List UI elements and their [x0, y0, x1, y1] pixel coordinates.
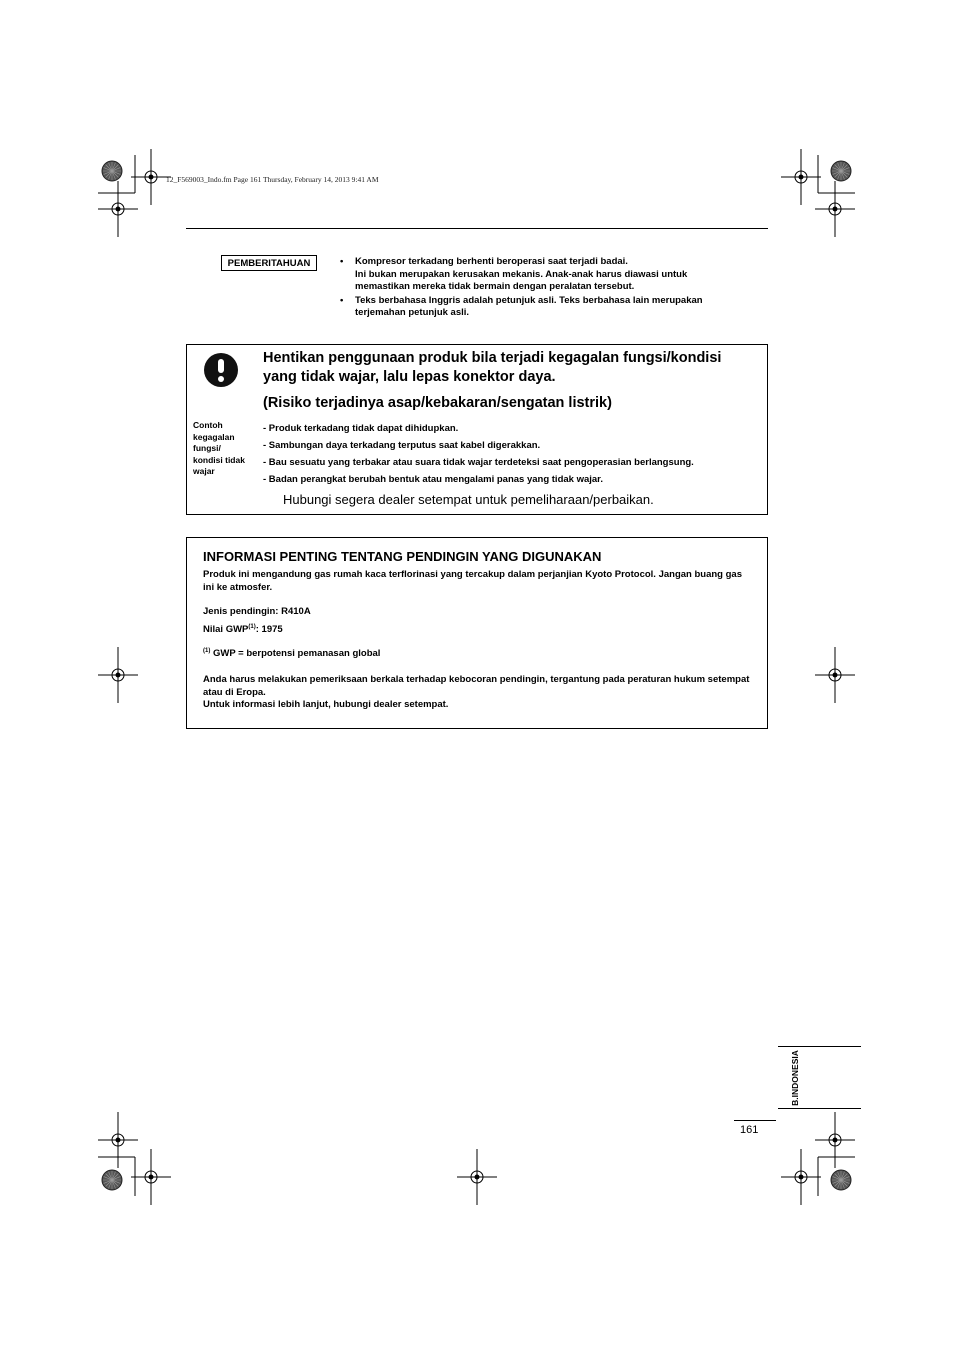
info-title: INFORMASI PENTING TENTANG PENDINGIN YANG DIGUNAKAN — [203, 549, 602, 564]
top-rule — [186, 228, 768, 229]
registration-mark — [116, 207, 121, 212]
example-item: - Produk terkadang tidak dapat dihidupkan. — [263, 423, 459, 434]
bullet: • — [340, 294, 344, 306]
notice-text: Kompresor terkadang berhenti beroperasi saat terjadi badai. Ini bukan merupakan kerusakan mekanis. Anak-anak harus diawasi untuk memastikan mereka tidak bermain dengan peralatan tersebut. — [355, 256, 688, 292]
file-header: 12_F569003_Indo.fm Page 161 Thursday, February 14, 2013 9:41 AM — [166, 175, 379, 184]
language-tab-rule — [778, 1046, 861, 1047]
leak-check-line: Anda harus melakukan pemeriksaan berkala terhadap kebocoran pendingin, tergantung pada peraturan hukum setempat atau di Eropa. — [203, 674, 750, 698]
leak-check-text — [203, 674, 758, 712]
page-number-rule — [734, 1120, 776, 1121]
language-tab — [785, 1052, 805, 1104]
malfunction-examples — [263, 420, 694, 488]
language-tab-rule — [778, 1108, 861, 1109]
gwp-value: Nilai GWP$^{(1)}$: 1975 — [203, 623, 283, 635]
registration-mark — [149, 1175, 154, 1180]
registration-mark — [116, 1138, 121, 1143]
registration-mark — [833, 1138, 838, 1143]
bullet: • — [340, 256, 344, 267]
malfunction-label-line: Contoh — [193, 420, 223, 430]
malfunction-label — [193, 420, 255, 478]
page-number: 161 — [740, 1124, 759, 1136]
warning-risk: (Risiko terjadinya asap/kebakaran/sengatan listrik) — [263, 395, 612, 411]
malfunction-label-line: kondisi tidak — [193, 454, 245, 465]
registration-mark — [149, 175, 154, 180]
notice-list — [340, 256, 760, 321]
leak-check-line: Untuk informasi lebih lanjut, hubungi dealer setempat. — [203, 699, 449, 710]
refrigerant-type: Jenis pendingin: R410A — [203, 606, 311, 617]
warning-title: Hentikan penggunaan produk bila terjadi kegagalan fungsi/kondisi yang tidak wajar, lalu lepas konektor daya. — [263, 350, 722, 385]
language-tab-label: B.INDONESIA — [790, 1050, 800, 1106]
registration-mark — [799, 175, 804, 180]
example-item: - Sambungan daya terkadang terputus saat kabel digerakkan. — [263, 440, 541, 451]
example-item: - Badan perangkat berubah bentuk atau mengalami panas yang tidak wajar. — [263, 474, 603, 485]
exclamation-icon — [204, 353, 238, 387]
registration-mark — [833, 207, 838, 212]
contact-dealer-text: Hubungi segera dealer setempat untuk pemeliharaan/perbaikan. — [283, 492, 654, 507]
malfunction-label-line: fungsi/ — [193, 443, 221, 453]
gwp-footnote: $^{(1)}$ GWP = berpotensi pemanasan global — [203, 647, 381, 659]
registration-mark — [116, 673, 121, 678]
malfunction-label-line: kegagalan — [193, 431, 235, 442]
malfunction-label-line: wajar — [193, 466, 215, 476]
registration-mark — [475, 1175, 480, 1180]
notice-text: Teks berbahasa Inggris adalah petunjuk asli. Teks berbahasa lain merupakan terjemahan petunjuk asli. — [355, 294, 703, 318]
registration-mark — [833, 673, 838, 678]
notice-item — [340, 256, 760, 294]
info-intro: Produk ini mengandung gas rumah kaca terflorinasi yang tercakup dalam perjanjian Kyoto Protocol. Jangan buang gas ini ke atmosfer. — [203, 569, 742, 593]
notice-tag: PEMBERITAHUAN — [221, 255, 317, 271]
registration-mark — [799, 1175, 804, 1180]
notice-item — [340, 295, 760, 320]
example-item: - Bau sesuatu yang terbakar atau suara tidak wajar terdeteksi saat pengoperasian berlangsung. — [263, 457, 694, 468]
